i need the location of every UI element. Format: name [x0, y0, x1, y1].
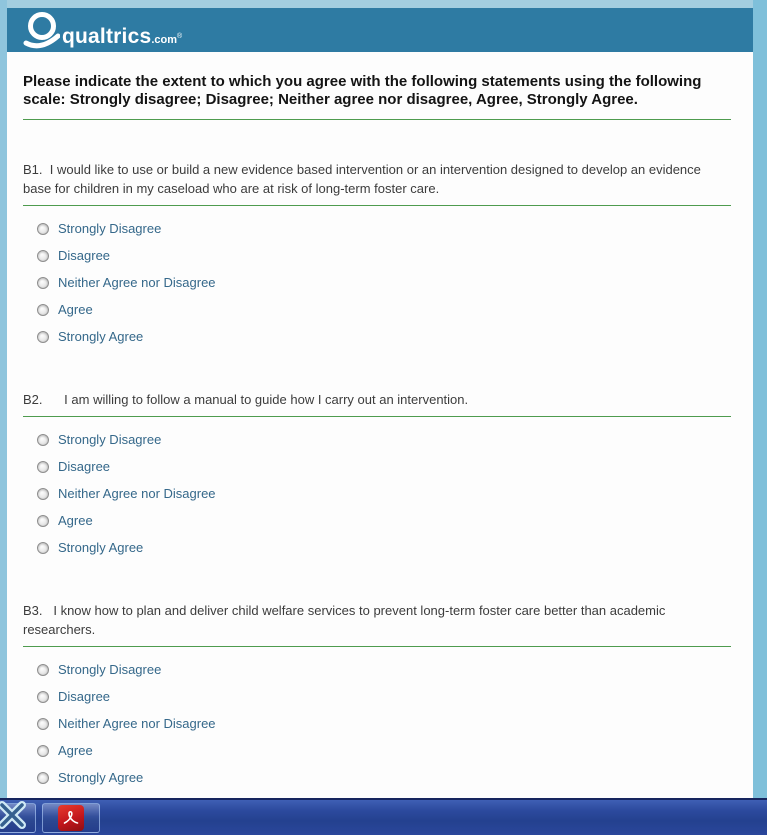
answer-option[interactable]: [23, 453, 731, 480]
survey-question: [23, 160, 731, 350]
radio-button[interactable]: [37, 772, 49, 784]
answer-options: [23, 426, 731, 561]
question-list: [23, 160, 731, 791]
radio-button[interactable]: [37, 664, 49, 676]
answer-option-label: Strongly Agree: [58, 329, 144, 344]
qualtrics-logo: [22, 9, 182, 51]
answer-option[interactable]: [23, 710, 731, 737]
question-separator: [23, 205, 731, 206]
answer-options: [23, 656, 731, 791]
answer-option[interactable]: [23, 296, 731, 323]
answer-option-label: Disagree: [58, 459, 111, 474]
answer-option-label: Agree: [58, 513, 93, 528]
answer-option[interactable]: [23, 737, 731, 764]
answer-option[interactable]: [23, 323, 731, 350]
answer-option-label: Strongly Disagree: [58, 432, 162, 447]
answer-option-label: Disagree: [58, 689, 111, 704]
answer-option[interactable]: [23, 242, 731, 269]
answer-option[interactable]: [23, 656, 731, 683]
radio-button[interactable]: [37, 250, 49, 262]
page-frame-right: [753, 0, 767, 798]
answer-option-label: Strongly Disagree: [58, 221, 162, 236]
question-text: B3. I know how to plan and deliver child welfare services to prevent long-term foster care better than academic researchers.: [23, 603, 666, 637]
page-frame-top: [0, 0, 767, 8]
answer-option-label: Strongly Agree: [58, 770, 144, 785]
answer-option-label: Neither Agree nor Disagree: [58, 716, 216, 731]
answer-option-label: Agree: [58, 743, 93, 758]
radio-button[interactable]: [37, 745, 49, 757]
radio-button[interactable]: [37, 277, 49, 289]
survey-header: [7, 8, 753, 52]
radio-button[interactable]: [37, 304, 49, 316]
question-text: B2. I am willing to follow a manual to guide how I carry out an intervention.: [23, 392, 469, 407]
radio-button[interactable]: [37, 488, 49, 500]
radio-button[interactable]: [37, 542, 49, 554]
survey-content: [7, 52, 753, 798]
answer-option[interactable]: [23, 534, 731, 561]
x-app-icon: [0, 800, 28, 835]
qualtrics-q-icon: [22, 9, 62, 51]
logo-registered-mark: ®: [177, 33, 183, 40]
radio-button[interactable]: [37, 515, 49, 527]
answer-option-label: Disagree: [58, 248, 111, 263]
survey-instructions: Please indicate the extent to which you agree with the following statements using the following scale: Strongly disagree; Disagree; Neither agree nor disagree, Agree, Strongly Agree.: [23, 73, 702, 108]
adobe-reader-icon: [58, 805, 84, 831]
answer-option-label: Neither Agree nor Disagree: [58, 486, 216, 501]
answer-option[interactable]: [23, 215, 731, 242]
page-frame-left: [0, 0, 7, 798]
taskbar: [0, 798, 767, 835]
answer-option-label: Neither Agree nor Disagree: [58, 275, 216, 290]
radio-button[interactable]: [37, 718, 49, 730]
radio-button[interactable]: [37, 434, 49, 446]
logo-domain: .com: [151, 34, 178, 46]
answer-option[interactable]: [23, 683, 731, 710]
question-separator: [23, 646, 731, 647]
answer-option[interactable]: [23, 426, 731, 453]
answer-option-label: Strongly Disagree: [58, 662, 162, 677]
radio-button[interactable]: [37, 461, 49, 473]
radio-button[interactable]: [37, 331, 49, 343]
survey-question: [23, 601, 731, 791]
instructions-separator: [23, 119, 731, 120]
question-text: B1. I would like to use or build a new evidence based intervention or an intervention designed to develop an evidence base for children in my caseload who are at risk of long-term foster care.: [23, 162, 701, 196]
taskbar-button-app[interactable]: [0, 803, 36, 833]
answer-option-label: Agree: [58, 302, 93, 317]
answer-option[interactable]: [23, 480, 731, 507]
radio-button[interactable]: [37, 223, 49, 235]
question-separator: [23, 416, 731, 417]
answer-option[interactable]: [23, 269, 731, 296]
answer-options: [23, 215, 731, 350]
logo-name: qualtrics: [62, 25, 152, 48]
answer-option[interactable]: [23, 764, 731, 791]
answer-option[interactable]: [23, 507, 731, 534]
answer-option-label: Strongly Agree: [58, 540, 144, 555]
survey-question: [23, 390, 731, 561]
radio-button[interactable]: [37, 691, 49, 703]
taskbar-button-adobe-reader[interactable]: [42, 803, 100, 833]
